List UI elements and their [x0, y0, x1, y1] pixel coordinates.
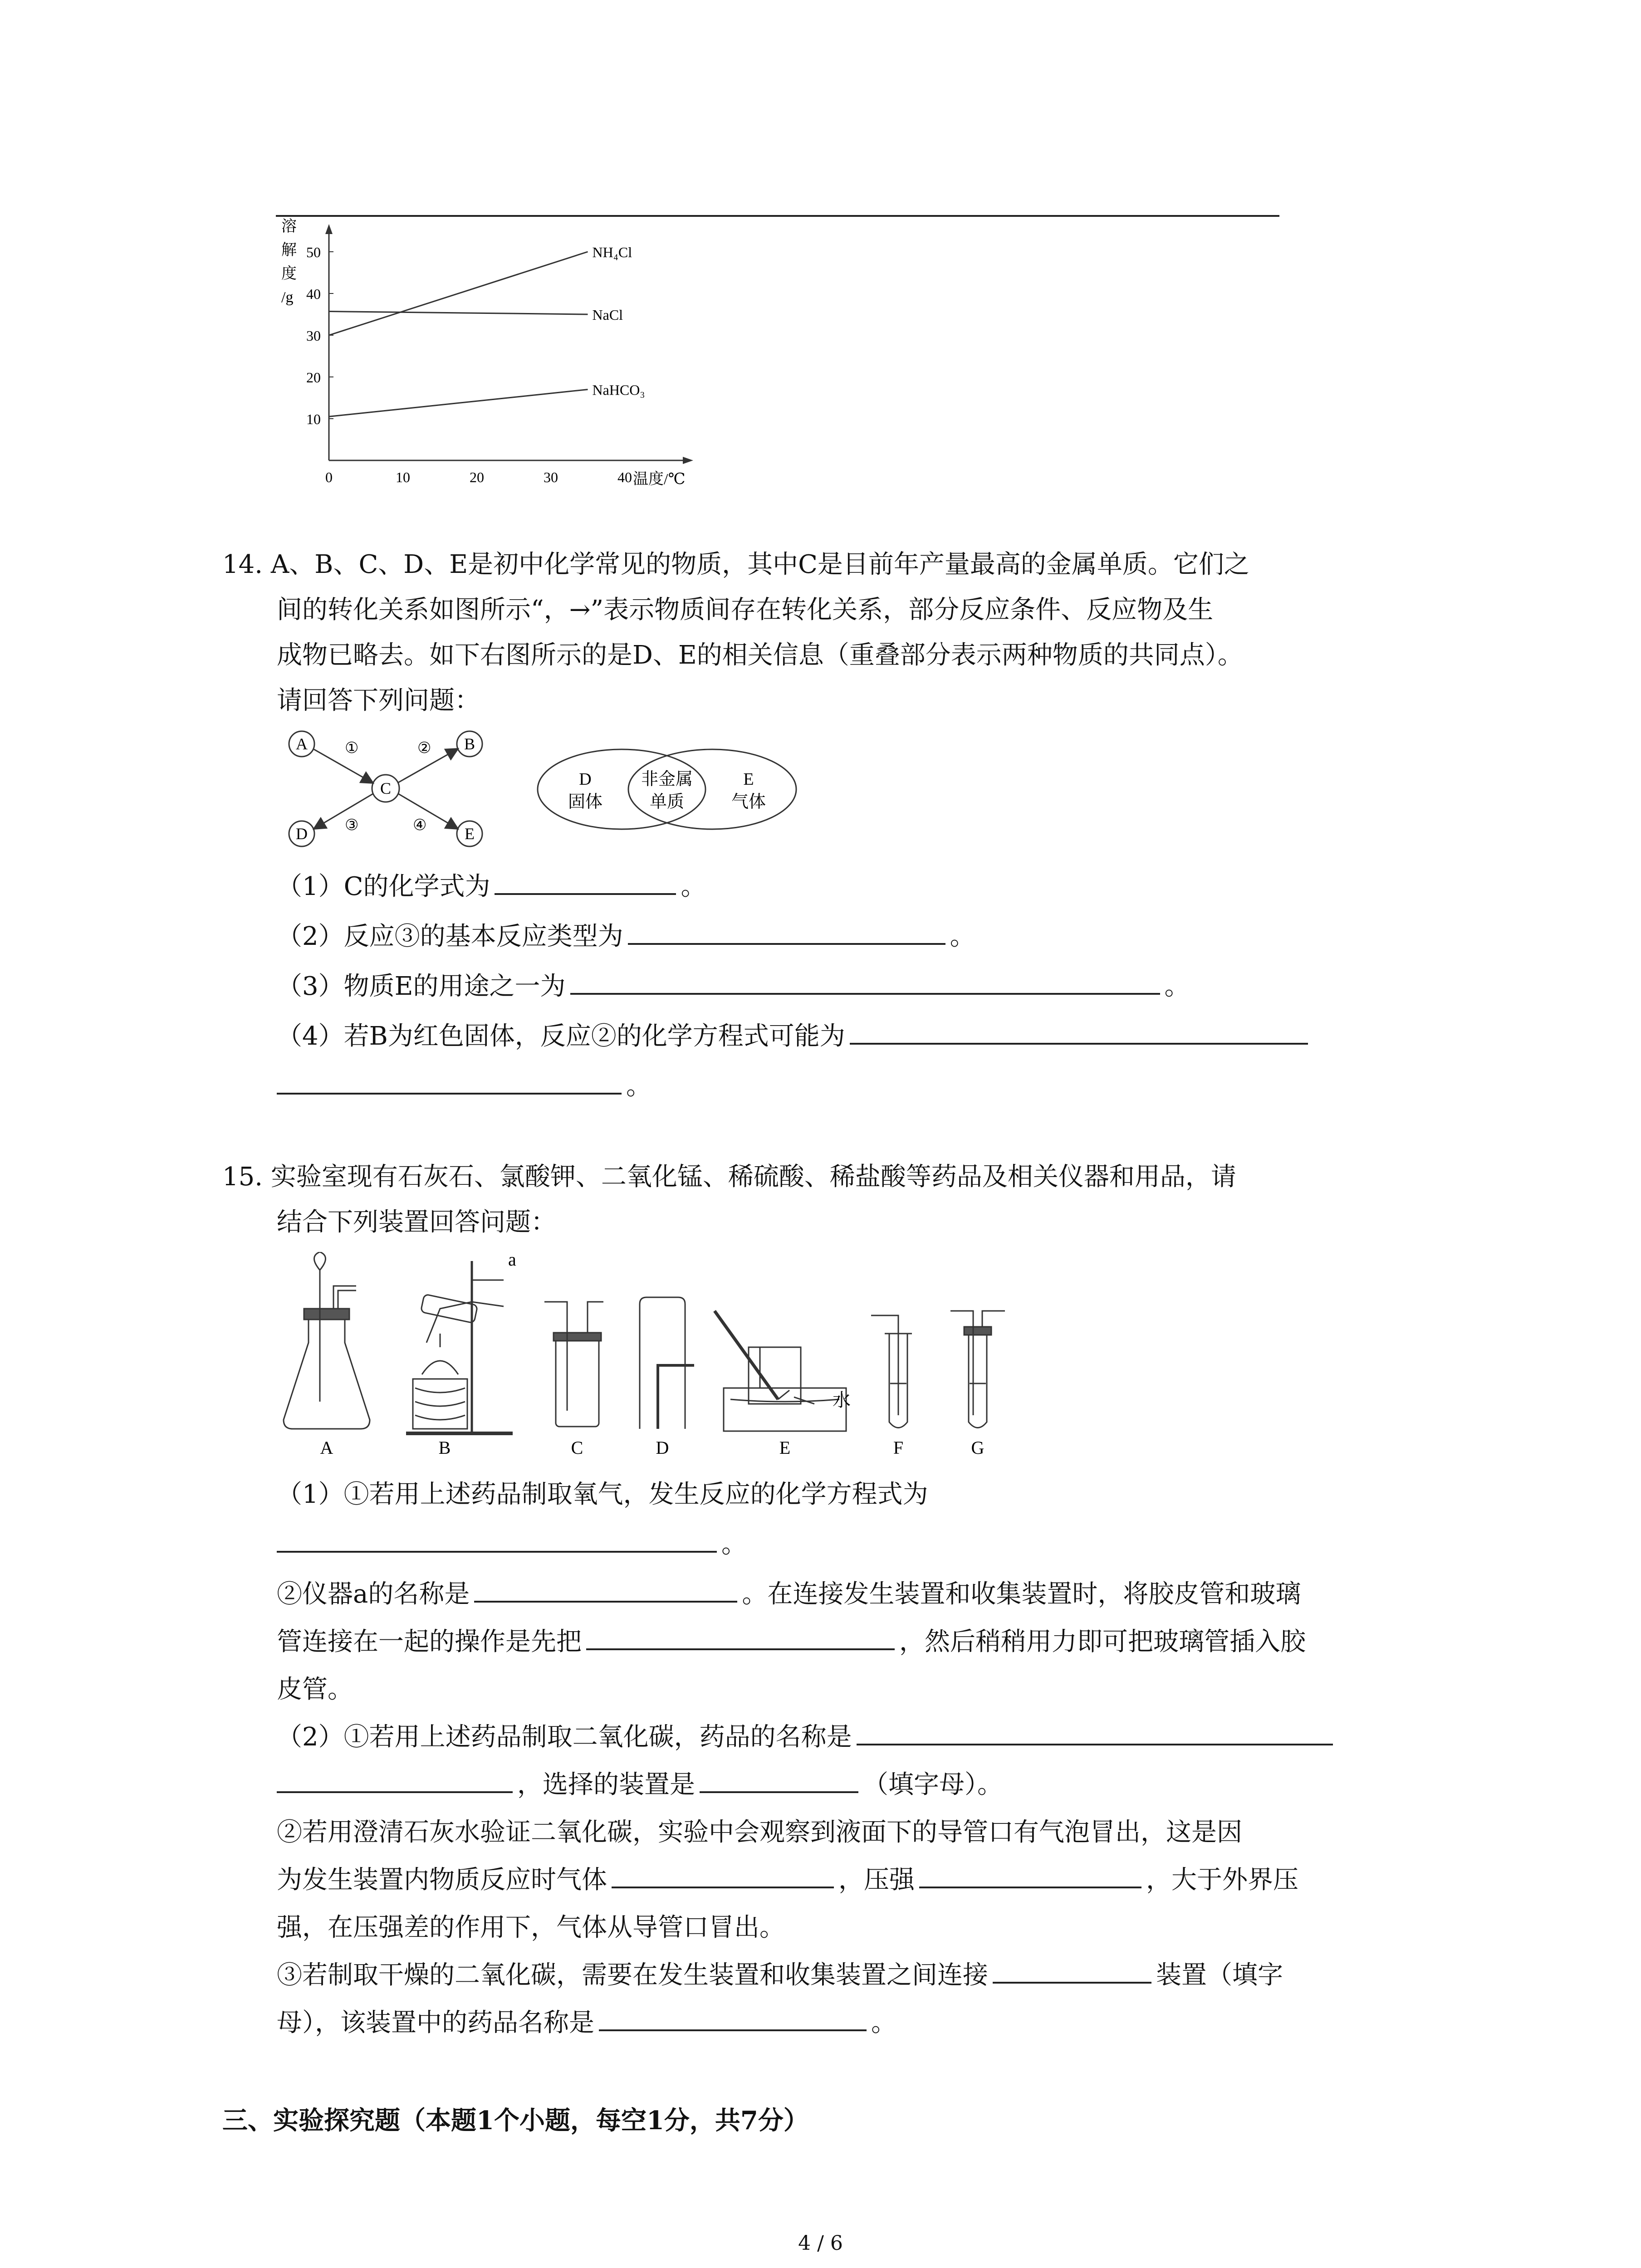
q15-p2a: ②仪器a的名称是: [277, 1579, 470, 1609]
q15-p1-cont: [277, 1520, 747, 1569]
series-line: [329, 312, 588, 314]
q14-sub4: [277, 1012, 1313, 1061]
y-axis-arrow: [325, 224, 333, 234]
apparatus-d: [640, 1297, 694, 1429]
venn-center-top: 非金属: [641, 770, 693, 789]
q15-p10a: ③若制取干燥的二氧化碳，需要在发生装置和收集装置之间连接: [277, 1960, 988, 1990]
y-tick-label: 30: [306, 327, 321, 344]
y-axis-label-part: 解: [281, 242, 297, 259]
q14-stem-line-1: 14. A、B、C、D、E是初中化学常见的物质，其中C是目前年产量最高的金属单质。它们之: [222, 550, 1249, 579]
q15-pressure-blank[interactable]: [919, 1859, 1141, 1888]
q15-p4: 皮管。: [277, 1675, 353, 1704]
venn-right-bottom: 气体: [731, 792, 766, 811]
q15-p3b: ，然后稍稍用力即可把玻璃管插入胶: [899, 1627, 1306, 1657]
series-line: [329, 390, 588, 417]
q15-instrument-a-blank[interactable]: [474, 1574, 737, 1603]
apparatus-g: [950, 1311, 1005, 1428]
q14-sub2-text: （2）反应③的基本反应类型为: [277, 922, 623, 951]
apparatus-label-b: B: [438, 1437, 451, 1458]
apparatus-label-g: G: [971, 1437, 985, 1458]
q14-sub4-blank-2[interactable]: [277, 1066, 622, 1095]
venn-left-ellipse: [538, 749, 705, 829]
label-3: ③: [345, 817, 359, 834]
apparatus-label-c: C: [571, 1437, 583, 1458]
y-tick-label: 50: [306, 244, 321, 260]
x-tick-label: 10: [396, 469, 410, 485]
q15-p7: ②若用澄清石灰水验证二氧化碳，实验中会观察到液面下的导管口有气泡冒出，这是因: [277, 1818, 1242, 1847]
q14-sub4-blank-1[interactable]: [850, 1016, 1308, 1045]
arrow-c-e: [398, 794, 457, 828]
q15-drying-reagent-blank[interactable]: [599, 2002, 867, 2031]
x-axis-arrow: [683, 457, 693, 464]
q14-sub2: [277, 912, 975, 962]
y-tick-label: 40: [306, 286, 321, 302]
x-axis-label: 温度/℃: [633, 471, 686, 488]
q15-p5-text: （2）①若用上述药品制取二氧化碳，药品的名称是: [277, 1722, 852, 1752]
q15-co2-reagent-blank-2[interactable]: [277, 1764, 513, 1793]
q14-sub3-text: （3）物质E的用途之一为: [277, 972, 566, 1001]
node-b-label: B: [464, 735, 475, 753]
apparatus-a: [284, 1252, 370, 1429]
section-3-heading: 三、实验探究题（本题1个小题，每空1分，共7分）: [222, 2106, 809, 2136]
arrow-c-d: [315, 794, 373, 828]
q14-sub4-text: （4）若B为红色固体，反应②的化学方程式可能为: [277, 1022, 845, 1051]
venn-center-bottom: 单质: [649, 792, 685, 811]
y-axis-label-part: /g: [281, 289, 294, 306]
apparatus-label-e: E: [779, 1437, 791, 1458]
q15-p10b: 装置（填字: [1156, 1960, 1283, 1990]
apparatus-b: [406, 1261, 513, 1433]
venn-right-ellipse: [628, 749, 796, 829]
q15-operation-blank[interactable]: [586, 1621, 895, 1650]
series-line: [329, 252, 588, 335]
node-a-label: A: [296, 735, 308, 753]
x-tick-label: 20: [470, 469, 484, 485]
q14-sub1: [277, 862, 706, 912]
series-label: NH₄Cl: [592, 244, 632, 260]
q15-p6: [277, 1760, 1003, 1810]
period: 。: [626, 1071, 652, 1101]
series-label: NaCl: [592, 307, 623, 323]
period: 。: [950, 922, 975, 951]
q15-p3: [277, 1617, 1306, 1667]
q15-p2b: 。在连接发生装置和收集装置时，将胶皮管和玻璃: [742, 1579, 1301, 1609]
node-c-label: C: [380, 779, 392, 797]
apparatus-f: [871, 1315, 912, 1428]
y-axis-label-part: 度: [281, 265, 297, 282]
period: 。: [681, 872, 706, 901]
node-e-label: E: [465, 825, 475, 843]
q15-p1: （1）①若用上述药品制取氧气，发生反应的化学方程式为: [277, 1480, 928, 1509]
q15-p11: [277, 1998, 896, 2048]
q15-p11a: 母），该装置中的药品名称是: [277, 2008, 594, 2038]
q15-p8: [277, 1855, 1298, 1905]
label-2: ②: [417, 740, 431, 757]
q14-sub3: [277, 962, 1190, 1012]
apparatus-c: [544, 1302, 603, 1427]
q14-sub2-blank[interactable]: [628, 916, 945, 945]
label-1: ①: [345, 740, 359, 757]
venn-left-top: D: [579, 770, 592, 789]
q14-sub4-cont: [277, 1061, 652, 1111]
apparatus-e: [715, 1311, 846, 1431]
q15-p8b: ，压强: [838, 1865, 915, 1895]
apparatus-label-a: A: [320, 1437, 333, 1458]
x-tick-label: 30: [544, 469, 558, 485]
q14-sub1-blank[interactable]: [495, 866, 676, 895]
apparatus-label-f: F: [893, 1437, 904, 1458]
page-number: 4 / 6: [798, 2232, 843, 2255]
node-d-label: D: [296, 825, 308, 843]
q15-p9: 强，在压强差的作用下，气体从导管口冒出。: [277, 1913, 785, 1942]
arrow-a-c: [314, 749, 372, 782]
solubility-chart: [272, 218, 735, 499]
q14-transformation-diagram: [277, 721, 495, 857]
period: 。: [721, 1530, 747, 1559]
period: 。: [871, 2008, 896, 2038]
q15-co2-reagent-blank-1[interactable]: [857, 1716, 1333, 1745]
x-tick-label: 40: [617, 469, 632, 485]
venn-left-bottom: 固体: [568, 792, 603, 811]
q14-stem-line-2: 间的转化关系如图所示“，→”表示物质间存在转化关系，部分反应条件、反应物及生: [277, 595, 1214, 625]
q14-stem-line-4: 请回答下列问题：: [277, 686, 480, 715]
q15-gas-blank[interactable]: [612, 1859, 834, 1888]
y-tick-label: 20: [306, 369, 321, 386]
period: 。: [1164, 972, 1190, 1001]
y-axis-label-part: 溶: [281, 218, 297, 235]
q15-p2: [277, 1569, 1301, 1619]
q14-venn-diagram: [535, 744, 798, 835]
q15-p10: [277, 1950, 1283, 2000]
q14-stem-line-3: 成物已略去。如下右图所示的是D、E的相关信息（重叠部分表示两种物质的共同点）。: [277, 640, 1243, 670]
x-tick-label: 0: [325, 469, 333, 485]
q14-sub3-blank[interactable]: [570, 966, 1160, 995]
top-answer-line: [276, 215, 1279, 217]
q15-p8c: ，大于外界压: [1146, 1865, 1298, 1895]
label-4: ④: [413, 817, 427, 834]
q15-apparatus-figure: [277, 1252, 1048, 1461]
q15-apparatus-blank[interactable]: [700, 1764, 858, 1793]
q15-p6b: （填字母）。: [863, 1770, 1003, 1799]
q15-p6a: ，选择的装置是: [517, 1770, 695, 1799]
q15-drying-apparatus-blank[interactable]: [993, 1955, 1151, 1984]
series-label: NaHCO₃: [592, 381, 645, 398]
apparatus-label-d: D: [656, 1437, 669, 1458]
q15-p8a: 为发生装置内物质反应时气体: [277, 1865, 607, 1895]
label-water: 水: [833, 1390, 851, 1410]
q15-stem-line-2: 结合下列装置回答问题：: [277, 1207, 556, 1237]
q15-p5: [277, 1712, 1333, 1762]
venn-right-top: E: [743, 770, 754, 789]
q15-stem-line-1: 15. 实验室现有石灰石、氯酸钾、二氧化锰、稀硫酸、稀盐酸等药品及相关仪器和用品，请: [222, 1162, 1236, 1192]
label-a-instrument: a: [508, 1252, 516, 1270]
q14-sub1-text: （1）C的化学式为: [277, 872, 490, 901]
q15-p3a: 管连接在一起的操作是先把: [277, 1627, 582, 1657]
q15-equation-blank[interactable]: [277, 1524, 717, 1553]
y-tick-label: 10: [306, 411, 321, 427]
